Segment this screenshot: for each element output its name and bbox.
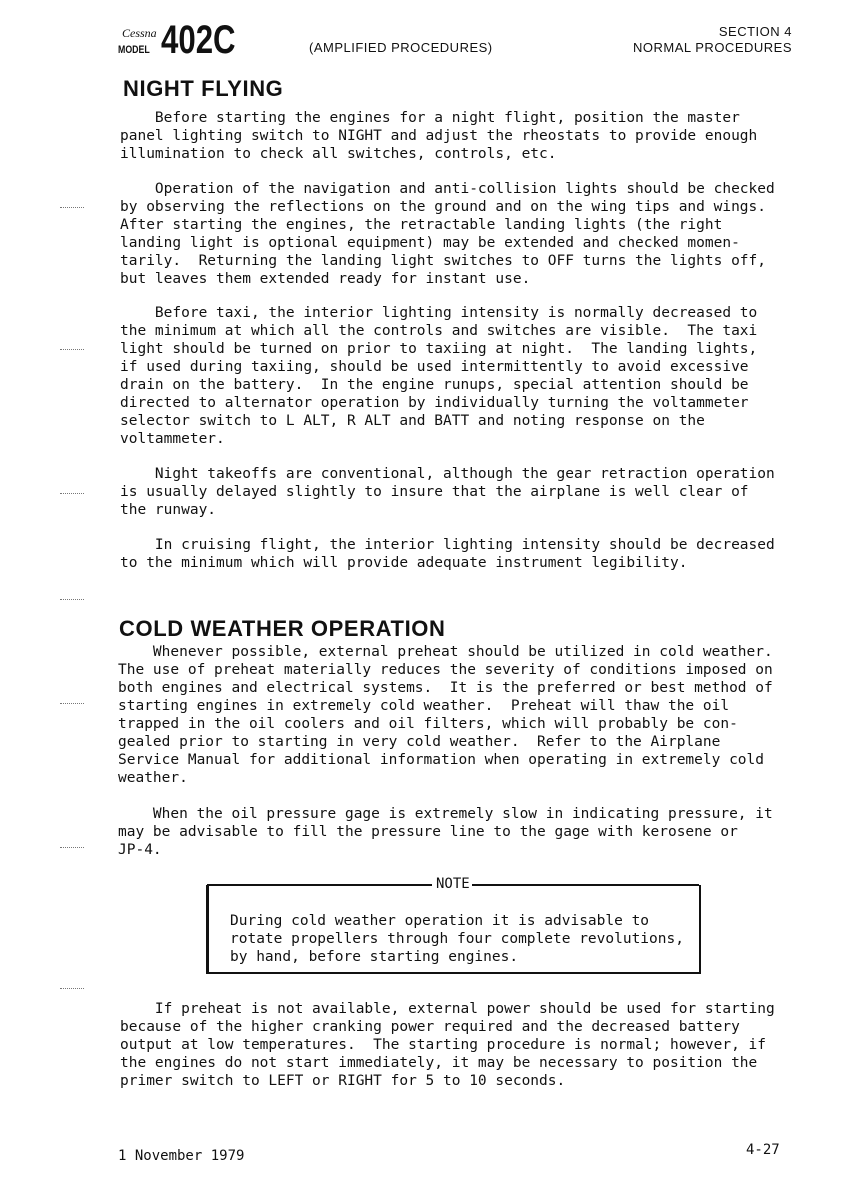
margin-mark	[60, 349, 84, 352]
page-number: 4-27	[746, 1142, 780, 1158]
cold-weather-heading: COLD WEATHER OPERATION	[119, 616, 446, 641]
cold-weather-paragraph-1: Whenever possible, external preheat should be utilized in cold weather. The use of preheat materially reduces the severity of conditions imposed on both engines and electrical systems. It is the preferred or best method of starting engines in extremely cold weather. Preheat will thaw the oil trapped in the oil coolers and oil filters, which will probably be con- gealed prior to starting in very cold weather. Refer to the Airplane Service Manual for additional information when operating in extremely cold weather.	[118, 644, 773, 786]
night-flying-paragraph-3: Before taxi, the interior lighting intensity is normally decreased to the minimum at which all the controls and switches are visible. The taxi light should be turned on prior to taxiing at night. The landing lights, if used during taxiing, should be used intermittently to avoid excessive drain on the battery. In the engine runups, special attention should be directed to alternator operation by individually turning the voltammeter selector switch to L ALT, R ALT and BATT and noting response on the voltammeter.	[120, 305, 758, 447]
margin-mark	[60, 988, 84, 991]
note-text: During cold weather operation it is advisable to rotate propellers through four complete revolutions, by hand, before starting engines.	[230, 913, 684, 965]
margin-mark	[60, 207, 84, 210]
cold-weather-paragraph-2: When the oil pressure gage is extremely slow in indicating pressure, it may be advisable to fill the pressure line to the gage with kerosene or JP-4.	[118, 806, 773, 858]
header-center-title: (AMPLIFIED PROCEDURES)	[309, 40, 493, 55]
margin-mark	[60, 493, 84, 496]
note-label: NOTE	[436, 876, 470, 892]
cold-weather-paragraph-3: If preheat is not available, external power should be used for starting because of the higher cranking power required and the decreased battery output at low temperatures. The starting procedure is normal; however, if the engines do not start immediately, it may be necessary to position the primer switch to LEFT or RIGHT for 5 to 10 seconds.	[120, 1001, 775, 1089]
logo-model-number: 402C	[161, 18, 236, 62]
night-flying-heading: NIGHT FLYING	[123, 76, 284, 101]
logo-brand: Cessna	[122, 26, 157, 40]
footer-date: 1 November 1979	[118, 1148, 245, 1164]
night-flying-paragraph-2: Operation of the navigation and anti-collision lights should be checked by observing the reflections on the ground and on the wing tips and wings. After starting the engines, the retractable landing lights (the right landing light is optional equipment) may be extended and checked momen- tarily. Returning the landing light switches to OFF turns the lights off, but leaves them extended ready for instant use.	[120, 181, 775, 287]
night-flying-paragraph-1: Before starting the engines for a night flight, position the master panel lighting switch to NIGHT and adjust the rheostats to provide enough illumination to check all switches, controls, etc.	[120, 110, 758, 162]
night-flying-paragraph-5: In cruising flight, the interior lighting intensity should be decreased to the minimum which will provide adequate instrument legibility.	[120, 537, 775, 571]
logo-model-label: MODEL	[118, 44, 150, 56]
night-flying-paragraph-4: Night takeoffs are conventional, although the gear retraction operation is usually delayed slightly to insure that the airplane is well clear of the runway.	[120, 466, 775, 518]
section-number: SECTION 4	[718, 24, 792, 39]
margin-mark	[60, 847, 84, 850]
margin-mark	[60, 599, 84, 602]
section-name: NORMAL PROCEDURES	[633, 40, 792, 55]
margin-mark	[60, 703, 84, 706]
